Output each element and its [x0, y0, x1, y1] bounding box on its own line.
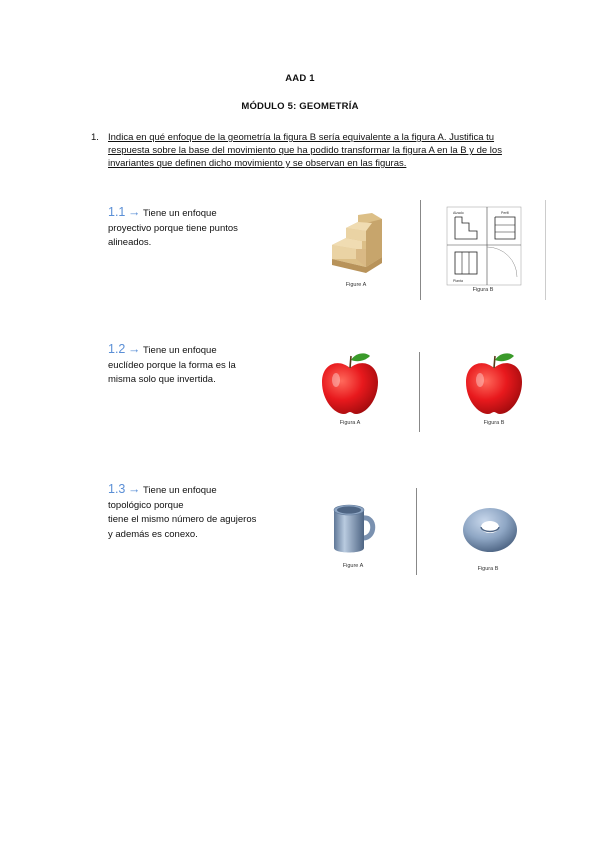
figure-a-label: Figura A — [339, 420, 361, 426]
question-text: Indica en qué enfoque de la geometría la figura B sería equivalente a la figura A. Justifica tu respuesta sobre la base del movimiento que ha podido transformar la figura A en la B y de los invariantes que definen dicho movimiento y se observan en las figuras. — [108, 132, 502, 169]
stairs-block-icon — [326, 215, 386, 275]
answer-number: 1.1 — [108, 205, 126, 219]
answer-1-2 — [108, 342, 308, 388]
figure-b-label: Figura B — [472, 287, 494, 293]
mug-icon — [330, 502, 380, 556]
drawing-label-planta: Planta — [453, 279, 463, 283]
module-title: MÓDULO 5: GEOMETRÍA — [241, 101, 359, 112]
figure-b-label: Figura B — [477, 566, 499, 572]
answer-text: proyectivo porque tiene puntos — [108, 222, 238, 234]
drawing-label-alzado: Alzado — [453, 211, 464, 215]
figure-a-label: Figure A — [345, 282, 367, 288]
answer-1-1 — [108, 205, 308, 251]
answer-text: misma solo que invertida. — [108, 374, 216, 385]
technical-drawing-icon — [447, 207, 522, 287]
figure-divider — [420, 200, 421, 300]
figure-a-label: Figure A — [342, 563, 364, 569]
answer-line — [108, 205, 308, 222]
answer-text: tiene el mismo número de agujeros — [108, 514, 257, 525]
figure-divider — [416, 488, 417, 575]
answer-line — [108, 342, 308, 359]
arrow-icon: → — [128, 482, 141, 496]
document-title: AAD 1 — [285, 73, 315, 84]
answer-text: topológico porque — [108, 499, 184, 511]
answer-number: 1.2 — [108, 342, 126, 356]
arrow-icon: → — [128, 342, 141, 356]
answer-text: euclídeo porque la forma es la — [108, 359, 236, 371]
apple-icon — [464, 352, 524, 416]
answer-1-3 — [108, 482, 308, 542]
answer-number: 1.3 — [108, 482, 126, 496]
figure-divider — [419, 352, 420, 432]
answer-line — [108, 482, 308, 499]
figure-b-label: Figura B — [483, 420, 505, 426]
answer-text: Tiene un enfoque — [143, 208, 217, 219]
arrow-icon: → — [128, 205, 141, 219]
apple-icon — [320, 352, 380, 416]
question-number: 1. — [91, 132, 99, 143]
answer-text: Tiene un enfoque — [143, 485, 217, 496]
answer-text: Tiene un enfoque — [143, 345, 217, 356]
answer-text: y además es conexo. — [108, 528, 198, 540]
answer-text: alineados. — [108, 237, 152, 248]
figure-divider — [545, 200, 546, 300]
torus-icon — [462, 505, 518, 555]
drawing-label-perfil: Perfil — [501, 211, 509, 215]
